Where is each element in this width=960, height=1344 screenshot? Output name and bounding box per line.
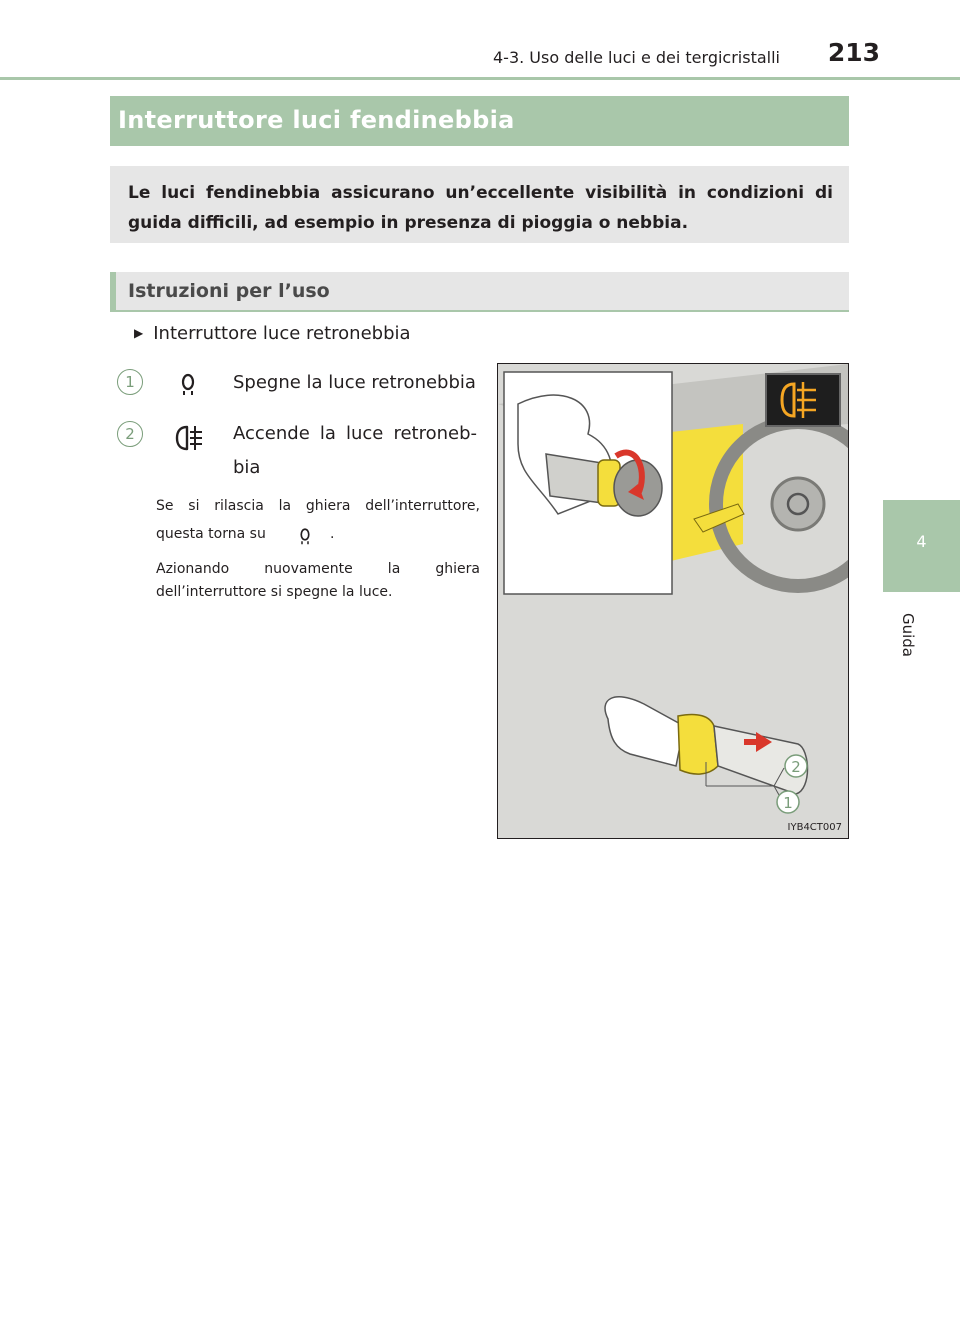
illustration-figure xyxy=(497,363,849,839)
running-header-section: 4-3. Uso delle luci e dei tergicristalli xyxy=(492,48,780,67)
item-2-text-line2: bia xyxy=(233,457,261,478)
item-2-text-line1: Accende la luce retroneb- xyxy=(233,423,477,444)
note-release-line2-a: questa torna su xyxy=(156,526,266,542)
section-title-bar xyxy=(110,96,849,146)
off-switch-small-icon xyxy=(296,527,314,545)
intro-box xyxy=(110,166,849,243)
figure-callout-1-text: 1 xyxy=(783,794,793,812)
note-again-line2: dell’interruttore si spegne la luce. xyxy=(156,584,393,600)
note-release-line2-b: . xyxy=(330,526,335,542)
fog-light-switch-illustration xyxy=(498,364,848,838)
figure-callout-2-text: 2 xyxy=(791,758,801,776)
note-again-line1: Azionando nuovamente la ghiera xyxy=(156,561,480,577)
lower-yellow-ring xyxy=(678,714,718,774)
callout-number-2: 2 xyxy=(117,421,143,447)
figure-code: IYB4CT007 xyxy=(787,822,842,833)
item-1-text: Spegne la luce retronebbia xyxy=(233,372,476,393)
intro-text: Le luci fendinebbia assicurano un’eccellente visibilità in condizioni di guida difficili, ad esempio in presenza di pioggia o nebbia. xyxy=(128,183,833,233)
rear-fog-light-icon xyxy=(173,424,205,452)
bullet-item xyxy=(134,323,411,344)
steering-hub xyxy=(772,478,824,530)
page-number: 213 xyxy=(827,38,880,67)
subheading-accent xyxy=(110,272,116,310)
subheading: Istruzioni per l’uso xyxy=(128,280,330,302)
triangle-bullet-icon: ▶ xyxy=(134,326,144,340)
off-switch-icon xyxy=(176,372,200,396)
chapter-label-container xyxy=(885,610,931,660)
note-release-line1: Se si rilascia la ghiera dell’interruttore, xyxy=(156,498,480,514)
subheading-bar xyxy=(110,272,849,312)
header-rule xyxy=(0,77,960,80)
section-title: Interruttore luci fendinebbia xyxy=(118,106,515,134)
bullet-text: Interruttore luce retronebbia xyxy=(153,323,411,344)
chapter-label: Guida xyxy=(899,612,917,658)
chapter-number: 4 xyxy=(916,532,927,551)
callout-number-1: 1 xyxy=(117,369,143,395)
